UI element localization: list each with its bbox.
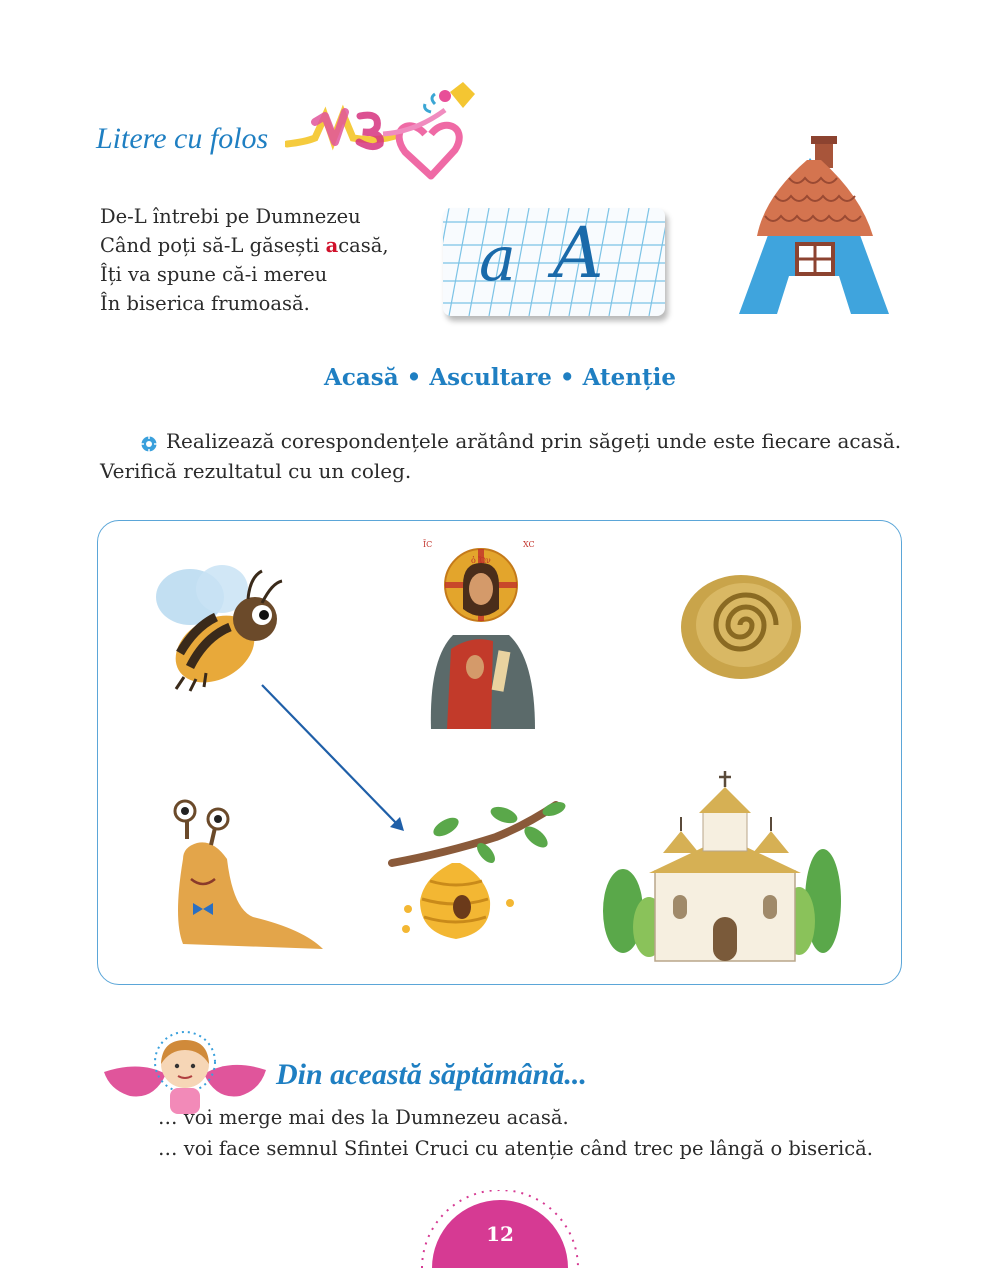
icon-inscription-right: XC xyxy=(523,540,535,549)
instruction-line: Realizează corespondențele arătând prin săgeți unde este fiecare acasă. xyxy=(166,429,902,453)
subheading: Acasă • Ascultare • Atenție xyxy=(324,364,676,391)
resolutions-list xyxy=(158,1102,873,1164)
snail-picture[interactable] xyxy=(153,799,328,954)
bee-picture[interactable] xyxy=(150,557,290,697)
resolution-item: … voi face semnul Sfintei Cruci cu atenție când trec pe lângă o biserică. xyxy=(158,1137,873,1160)
instruction xyxy=(100,426,920,486)
house-letter-a-icon xyxy=(735,136,895,316)
instruction-line: Verifică rezultatul cu un coleg. xyxy=(100,459,412,483)
poem xyxy=(100,202,389,318)
beehive-picture[interactable] xyxy=(386,797,566,947)
icon-inscription-halo: ὁ Ὤν xyxy=(471,556,491,565)
poem-line-text: Când poți să-L găsești xyxy=(100,234,326,257)
highlighted-letter: a xyxy=(325,234,339,257)
poem-line: Îți va spune că-i mereu xyxy=(100,263,328,286)
cursive-writing-card xyxy=(443,208,665,316)
ribbon-letters-heart-icon xyxy=(285,72,485,187)
poem-line xyxy=(100,231,389,260)
page-number: 12 xyxy=(486,1222,514,1246)
icon-inscription-left: ĪC xyxy=(423,540,433,549)
poem-line: De-L întrebi pe Dumnezeu xyxy=(100,205,361,228)
resolution-item: … voi merge mai des la Dumnezeu acasă. xyxy=(158,1106,569,1129)
section-title: Litere cu folos xyxy=(96,122,269,155)
cursive-lowercase-a: a xyxy=(479,222,516,295)
week-section-title: Din această săptămână... xyxy=(276,1058,587,1091)
poem-line: În biserica frumoasă. xyxy=(100,292,310,315)
church-picture[interactable] xyxy=(603,771,843,966)
matching-exercise-box xyxy=(97,520,902,985)
poem-line-text: casă, xyxy=(338,234,389,257)
snail-shell-picture[interactable] xyxy=(676,569,806,684)
christ-icon-picture[interactable] xyxy=(423,539,543,731)
gear-bullet-icon xyxy=(140,435,158,453)
cursive-uppercase-a: A xyxy=(553,212,604,294)
